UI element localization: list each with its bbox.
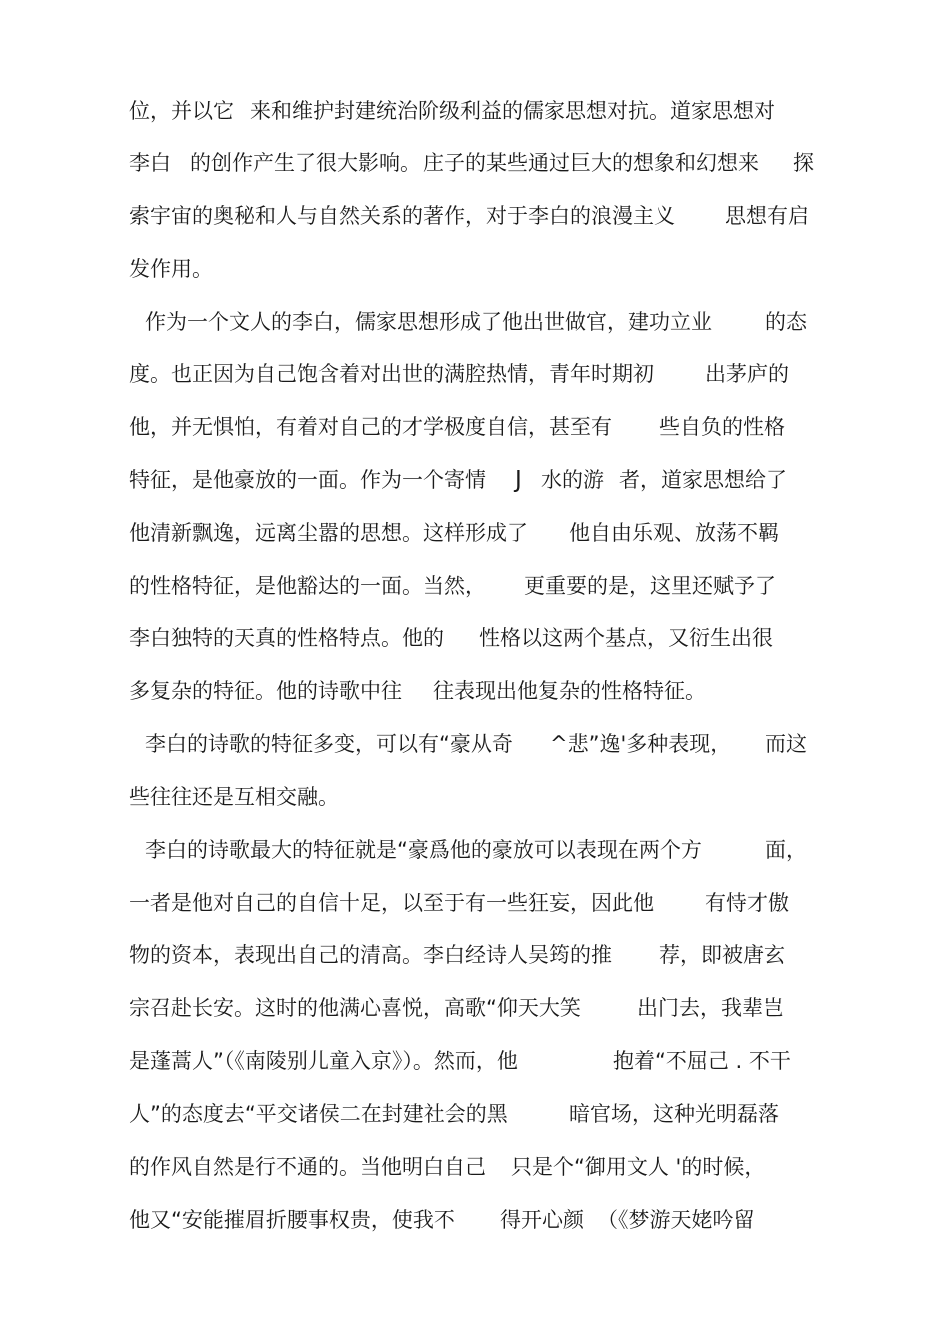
text-segment: 的创作产生了很大影响。: [190, 151, 421, 175]
text-segment: 物的资本，表现出自己的清高。李白经诗人吴筠的推: [129, 943, 612, 967]
text-segment: 来和维护封建统治阶级利益的儒家思想对抗。道家思想对: [250, 99, 775, 123]
text-segment: 出茅庐的: [705, 362, 789, 386]
text-segment: 暗官场，这种光明磊落: [569, 1102, 779, 1126]
text-segment: 出门去，我辈岂: [637, 996, 784, 1020]
text-segment: 作为一个文人的李白，儒家思想形成了他出世做官，建功立业: [145, 310, 712, 334]
text-segment: 他清新飘逸，远离尘嚣的思想。这样形成了: [129, 521, 528, 545]
text-segment: 他自由乐观、放荡不羁: [569, 521, 779, 545]
text-segment: ^悲”逸'多种表现，: [550, 732, 732, 756]
text-segment: 而这: [765, 732, 807, 756]
text-segment: 的性格特征，是他豁达的一面。当然，: [129, 574, 486, 598]
text-segment: 多复杂的特征。他的诗歌中往: [129, 679, 402, 703]
text-segment: 他又“安能摧眉折腰事权贵，使我不: [129, 1208, 455, 1232]
text-segment: 位，并以它: [129, 99, 234, 123]
text-segment: 是蓬蒿人”（《南陵别儿童入京》）。然而，他: [129, 1049, 518, 1073]
text-segment: 一者是他对自己的自信十足，以至于有一些狂妄，因此他: [129, 891, 654, 915]
text-segment: 李白的诗歌最大的特征就是“豪爲他的豪放可以表现在两个方: [145, 838, 702, 862]
text-segment: 度。也正因为自己饱含着对出世的满腔热情，青年时期初: [129, 362, 654, 386]
text-segment: 只是个“御用文人 '的时候，: [511, 1155, 766, 1179]
text-segment: 性格以这两个基点，又衍生出很: [479, 626, 773, 650]
text-segment: 的态: [765, 310, 807, 334]
text-segment: 他，并无惧怕，有着对自己的才学极度自信，甚至有: [129, 415, 612, 439]
text-segment: 往表现出他复杂的性格特征。: [433, 679, 706, 703]
text-segment: 人”的态度去“平交诸侯二在封建社会的黑: [129, 1102, 508, 1126]
text-segment: 李白: [129, 151, 171, 175]
text-segment: 水的游: [541, 468, 604, 492]
text-segment: 的作风自然是行不通的。当他明白自己: [129, 1155, 486, 1179]
text-segment: （《梦游天姥吟留: [597, 1208, 755, 1232]
text-segment: 者，道家思想给了: [619, 468, 787, 492]
text-segment: 宗召赴长安。这时的他满心喜悦，高歌“仰天大笑: [129, 996, 581, 1020]
text-segment: 思想有启: [725, 204, 809, 228]
text-segment: 些往往还是互相交融。: [129, 785, 339, 809]
text-segment: 庄子的某些通过巨大的想象和幻想来: [423, 151, 759, 175]
text-segment: 更重要的是，这里还赋予了: [524, 574, 776, 598]
text-segment: 特征，是他豪放的一面。作为一个寄情: [129, 468, 486, 492]
text-segment: 些自负的性格: [659, 415, 785, 439]
text-segment: 有恃才傲: [705, 891, 789, 915]
text-segment: 探: [793, 151, 814, 175]
text-segment: 李白的诗歌的特征多变，可以有“豪从奇: [145, 732, 513, 756]
text-segment: 发作用。: [129, 257, 213, 281]
text-segment: 索宇宙的奥秘和人与自然关系的著作，对于李白的浪漫主义: [129, 204, 675, 228]
text-segment: 李白独特的天真的性格特点。他的: [129, 626, 444, 650]
text-segment: 荐，即被唐玄: [659, 943, 785, 967]
text-segment: 面，: [765, 838, 807, 862]
text-segment: 抱着“不屈己 . 不干: [613, 1049, 791, 1073]
text-segment: 得开心颜: [500, 1208, 584, 1232]
text-segment: J: [515, 467, 522, 493]
